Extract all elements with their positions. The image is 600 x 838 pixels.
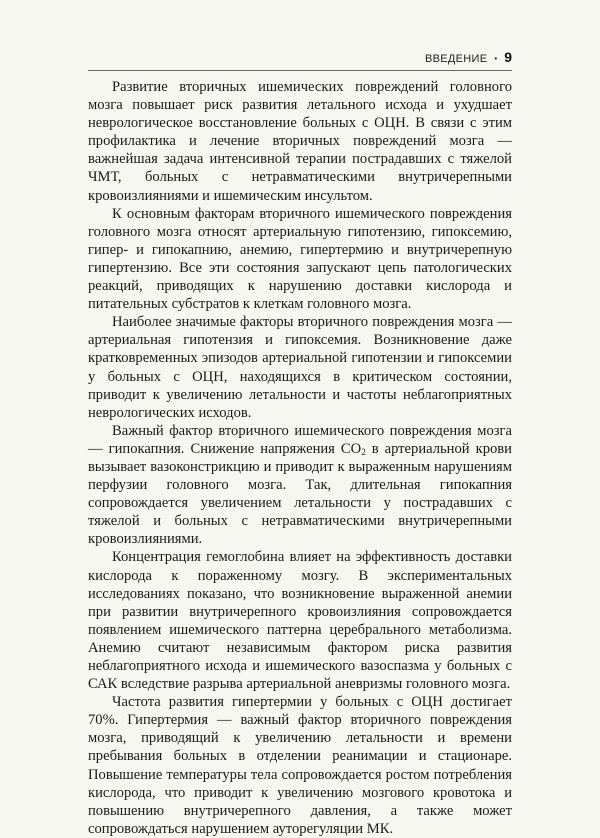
paragraph-5: Концентрация гемоглобина влияет на эффективность доставки кислорода к пораженному мозгу. В экспериментальных исследованиях показано, что возникновение выраженной анемии при развитии внутричерепного кровоизлияния сопровождается появлением ишемического паттерна церебрального метаболизма. Анемию считают независимым фактором риска развития неблагоприятного исхода и ишемического вазоспазма у больных с САК вследствие разрыва артериальной аневризмы головного мозга. bbox=[88, 549, 512, 693]
paragraph-2: К основным факторам вторичного ишемического повреждения головного мозга относят артериальную гипотензию, гипоксемию, гипер- и гипокапнию, анемию, гипертермию и внутричерепную гипертензию. Все эти состояния запускают цепь патологических реакций, приводящих к нарушению доставки кислорода и питательных субстратов к клеткам головного мозга. bbox=[88, 205, 512, 313]
section-title: ВВЕДЕНИЕ bbox=[425, 53, 488, 65]
co2-subscript: 2 bbox=[361, 446, 366, 457]
header-right bbox=[425, 49, 512, 65]
bullet-separator: • bbox=[494, 54, 498, 63]
paragraph-6: Частота развития гипертермии у больных с ОЦН достигает 70%. Гипертермия — важный фактор вторичного повреждения мозга, приводящий к увеличению летальности и времени пребывания больных в отделении реанимации и стационаре. Повышение температуры тела сопровождается ростом потребления кислорода, что приводит к увеличению мозгового кровотока и повышению внутричерепного давления, а также может сопровождаться нарушением ауторегуляции МК. bbox=[88, 694, 512, 837]
paragraph-4 bbox=[88, 422, 512, 549]
paragraph-4-part-2: в артериальной крови вызывает вазоконстрикцию и приводит к выраженным нарушениям перфузии головного мозга. Так, длительная гипокапния сопровождается увеличением летальности у пострадавших с тяжелой и больных с нетравматическими внутричерепными кровоизлияниями. bbox=[88, 440, 512, 548]
page-number: 9 bbox=[504, 49, 512, 65]
paragraph-3: Наиболее значимые факторы вторичного повреждения мозга — артериальная гипотензия и гипоксемия. Возникновение даже кратковременных эпизодов артериальной гипотензии и гипоксемии у больных с ОЦН, находящихся в критическом состоянии, приводит к увеличению летальности и частоты неблагоприятных неврологических исходов. bbox=[88, 314, 512, 421]
paragraph-4-part-1: Важный фактор вторичного ишемического повреждения мозга — гипокапния. Снижение напряжения CO bbox=[88, 422, 512, 457]
running-header bbox=[88, 46, 512, 71]
paragraph-1: Развитие вторичных ишемических повреждений головного мозга повышает риск развития летального исхода и ухудшает неврологическое восстановление больных с ОЦН. В связи с этим профилактика и лечение вторичных повреждений мозга — важнейшая задача интенсивной терапии пострадавших с тяжелой ЧМТ, больных с нетравматическими внутричерепными кровоизлияниями и ишемическим инсультом. bbox=[88, 79, 512, 204]
body-text bbox=[88, 78, 512, 838]
